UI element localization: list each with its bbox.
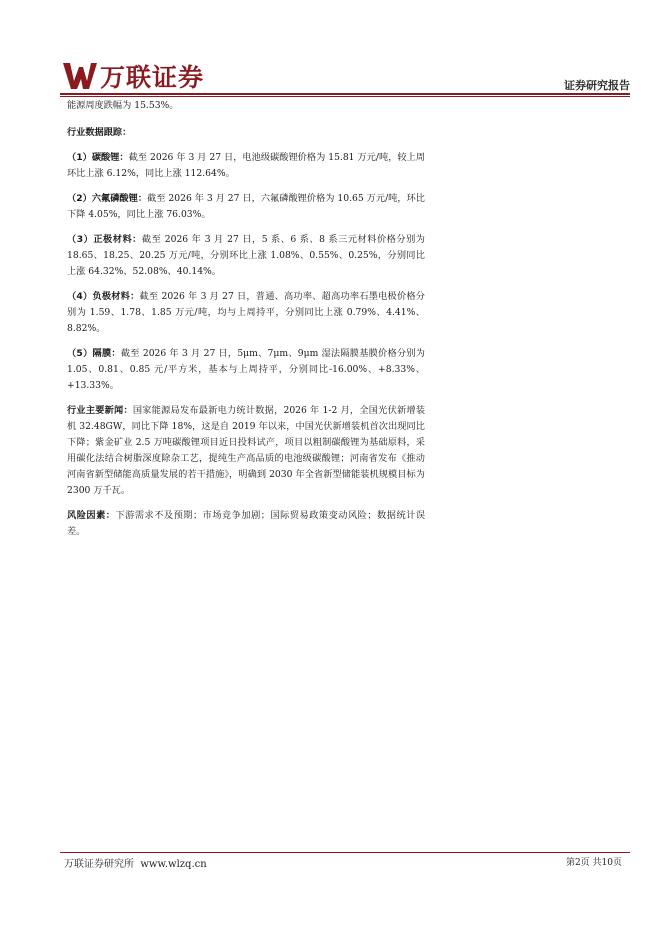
news-paragraph: 行业主要新闻：国家能源局发布最新电力统计数据，2026 年 1-2 月，全国光伏新增装机 32.48GW，同比下降 18%，这是自 2019 年以来，中国光伏新增装机首次出现同比下降；紫金矿业 2.5 万吨碳酸锂项目近日投料试产，项目以粗制碳酸锂为基础原料，采用碳化法结合树脂深度除杂工艺，提纯生产高品质的电池级碳酸锂；河南省发布《推动河南省新型储能高质量发展的若干措施》，明确到 2030 年全省新型储能装机规模目标为 2300 万千瓦。 [67, 405, 426, 496]
footer-institute: 万联证券研究所 www.wlzq.cn [64, 859, 207, 870]
website-link[interactable]: www.wlzq.cn [140, 859, 207, 870]
footer-divider [60, 852, 630, 853]
main-content [67, 98, 425, 549]
header-divider [60, 93, 630, 95]
data-item: （5）隔膜：截至 2026 年 3 月 27 日，5μm、7μm、9μm 湿法隔膜基膜价格分别为 1.05、0.81、0.85 元/平方米，基本与上周持平，分别同比-16.00%、+8.33%、+13.33%。 [67, 348, 425, 391]
report-type-label: 证券研究报告 [564, 79, 630, 92]
company-logo [62, 60, 204, 92]
data-item: （1）碳酸锂：截至 2026 年 3 月 27 日，电池级碳酸锂价格为 15.81 万元/吨，较上周环比上涨 6.12%，同比上涨 112.64%。 [67, 152, 425, 179]
header-divider-thin [60, 96, 630, 97]
data-item: （2）六氟磷酸锂：截至 2026 年 3 月 27 日，六氟磷酸锂价格为 10.65 万元/吨，环比下降 4.05%，同比上涨 76.03%。 [67, 193, 425, 220]
logo-text: 万联证券 [100, 63, 205, 92]
data-item: （3）正极材料：截至 2026 年 3 月 27 日，5 系、6 系、8 系三元材料价格分别为 18.65、18.25、20.25 万元/吨，分别环比上涨 1.08%、0.55%、0.25%，分别同比上涨 64.32%、52.08%、40.14%。 [67, 234, 425, 277]
intro-paragraph: 能源周度跌幅为 15.53%。 [67, 100, 179, 111]
w-logo-icon [62, 61, 98, 91]
data-item: （4）负极材料：截至 2026 年 3 月 27 日，普通、高功率、超高功率石墨电极价格分别为 1.59、1.78、1.85 万元/吨，均与上周持平，分别同比上涨 0.79%、4.41%、8.82%。 [67, 291, 425, 334]
page-number: 第2页 共10页 [565, 858, 622, 868]
page-header [60, 60, 630, 96]
section-heading: 行业数据跟踪： [67, 127, 132, 138]
risk-paragraph: 风险因素：下游需求不及预期；市场竞争加剧；国际贸易政策变动风险；数据统计误差。 [67, 510, 426, 537]
